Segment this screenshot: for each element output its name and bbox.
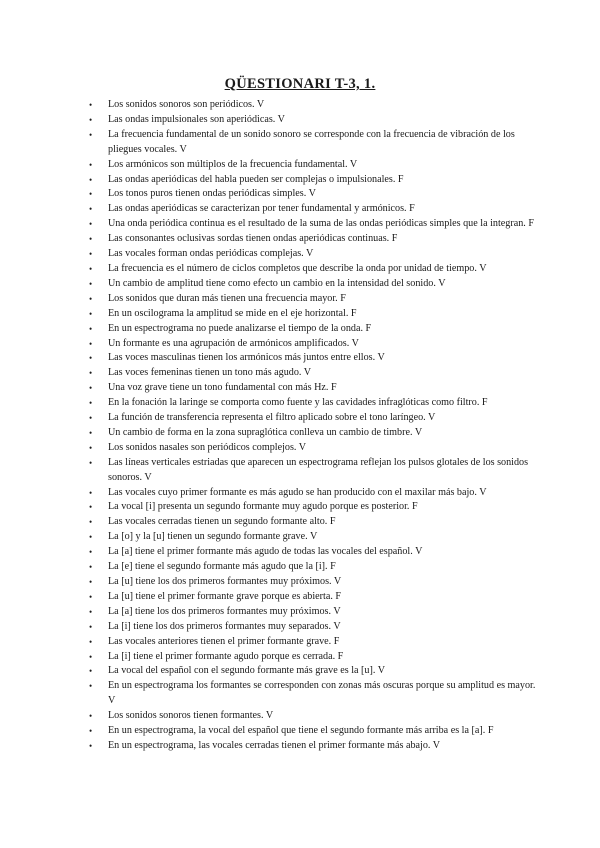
list-item-text: Las vocales cuyo primer formante es más agudo se han producido con el maxilar más bajo. V xyxy=(108,486,487,498)
list-item-text: La vocal del español con el segundo formante más grave es la [u]. V xyxy=(108,665,386,677)
bullet-icon: • xyxy=(89,353,93,364)
bullet-icon: • xyxy=(89,711,93,722)
list-item xyxy=(89,679,538,709)
bullet-icon: • xyxy=(89,338,93,349)
list-item-text: Las ondas aperiódicas se caracterizan por tener fundamental y armónicos. F xyxy=(108,203,415,215)
list-item xyxy=(89,426,538,441)
list-item-text: La [o] y la [u] tienen un segundo formante grave. V xyxy=(108,531,318,543)
list-item xyxy=(89,128,538,158)
list-item-text: Los sonidos sonoros tienen formantes. V xyxy=(108,710,274,722)
list-item xyxy=(89,739,538,754)
list-item xyxy=(89,292,538,307)
list-item xyxy=(89,605,538,620)
list-item-text: La [a] tiene los dos primeros formantes muy próximos. V xyxy=(108,605,341,617)
list-item xyxy=(89,158,538,173)
bullet-icon: • xyxy=(89,308,93,319)
list-item xyxy=(89,486,538,501)
bullet-icon: • xyxy=(89,219,93,230)
page-title: QÜESTIONARI T-3, 1. xyxy=(224,76,376,92)
list-item xyxy=(89,575,538,590)
list-item xyxy=(89,98,538,113)
list-item xyxy=(89,217,538,232)
list-item xyxy=(89,515,538,530)
bullet-icon: • xyxy=(89,532,93,543)
bullet-icon: • xyxy=(89,114,93,125)
list-item-text: Las vocales anteriores tienen el primer formante grave. F xyxy=(108,635,340,647)
bullet-icon: • xyxy=(89,577,93,587)
list-item xyxy=(89,351,538,366)
list-item xyxy=(89,262,538,277)
list-item-text: Un cambio de amplitud tiene como efecto un cambio en la intensidad del sonido. V xyxy=(108,277,446,289)
bullet-icon: • xyxy=(89,427,93,438)
bullet-icon: • xyxy=(89,591,93,602)
list-item-text: La [i] tiene el primer formante agudo porque es cerrada. F xyxy=(108,650,344,662)
bullet-icon: • xyxy=(89,100,93,110)
list-item xyxy=(89,709,538,724)
list-item-text: En un oscilograma la amplitud se mide en el eje horizontal. F xyxy=(108,307,357,319)
list-item xyxy=(89,247,538,262)
list-item-text: Las ondas impulsionales son aperiódicas. V xyxy=(108,113,285,125)
bullet-icon: • xyxy=(89,249,93,260)
list-item xyxy=(89,456,538,486)
bullet-icon: • xyxy=(89,740,93,751)
list-item-text: En un espectrograma los formantes se corresponden con zonas más oscuras porque su amplitud es mayor. V xyxy=(108,680,536,707)
list-item-text: Las voces femeninas tienen un tono más agudo. V xyxy=(108,367,312,379)
list-item xyxy=(89,396,538,411)
list-item-text: La [u] tiene el primer formante grave porque es abierta. F xyxy=(108,590,342,602)
bullet-icon: • xyxy=(89,487,93,498)
bullet-icon: • xyxy=(89,368,93,379)
list-item xyxy=(89,664,538,679)
list-item-text: Una voz grave tiene un tono fundamental con más Hz. F xyxy=(108,382,337,394)
list-item xyxy=(89,307,538,322)
list-item xyxy=(89,560,538,575)
list-item xyxy=(89,411,538,426)
bullet-icon: • xyxy=(89,263,93,274)
list-item xyxy=(89,232,538,247)
list-item-text: En un espectrograma, las vocales cerradas tienen el primer formante más abajo. V xyxy=(108,739,441,751)
bullet-icon: • xyxy=(89,621,93,632)
list-item xyxy=(89,173,538,188)
list-item-text: Las vocales cerradas tienen un segundo formante alto. F xyxy=(108,516,336,528)
list-item xyxy=(89,545,538,560)
list-item-text: En la fonación la laringe se comporta como fuente y las cavidades infraglóticas como filtro. F xyxy=(108,397,488,409)
list-item xyxy=(89,202,538,217)
list-item-text: La [e] tiene el segundo formante más agudo que la [i]. F xyxy=(108,561,336,573)
list-item xyxy=(89,366,538,381)
bullet-icon: • xyxy=(89,636,93,647)
bullet-icon: • xyxy=(89,174,93,185)
list-item-text: La [i] tiene los dos primeros formantes muy separados. V xyxy=(108,620,341,632)
list-item-text: Las consonantes oclusivas sordas tienen ondas aperiódicas continuas. F xyxy=(108,233,398,245)
list-item-text: La [u] tiene los dos primeros formantes muy próximos. V xyxy=(108,576,342,587)
bullet-icon: • xyxy=(89,159,93,170)
bullet-icon: • xyxy=(89,666,93,677)
bullet-icon: • xyxy=(89,547,93,558)
list-item xyxy=(89,530,538,545)
list-item-text: Los sonidos sonoros son periódicos. V xyxy=(108,99,265,110)
list-item xyxy=(89,337,538,352)
bullet-icon: • xyxy=(89,413,93,424)
list-item-text: La función de transferencia representa el filtro aplicado sobre el tono laríngeo. V xyxy=(108,412,436,424)
list-item-text: Las líneas verticales estriadas que aparecen un espectrograma reflejan los pulsos glotales de los sonidos sonoros. V xyxy=(108,456,529,483)
bullet-icon: • xyxy=(89,651,93,662)
list-item-text: En un espectrograma, la vocal del español que tiene el segundo formante más arriba es la [a]. F xyxy=(108,725,494,737)
bullet-icon: • xyxy=(89,606,93,617)
list-item-text: Un cambio de forma en la zona supraglótica conlleva un cambio de timbre. V xyxy=(108,426,423,438)
bullet-icon: • xyxy=(89,234,93,245)
bullet-icon: • xyxy=(89,502,93,513)
bullet-icon: • xyxy=(89,129,93,140)
list-item xyxy=(89,590,538,605)
list-item-text: Un formante es una agrupación de armónicos amplificados. V xyxy=(108,337,359,349)
bullet-icon: • xyxy=(89,562,93,573)
bullet-icon: • xyxy=(89,204,93,215)
bullet-icon: • xyxy=(89,323,93,334)
list-item-text: La [a] tiene el primer formante más agudo de todas las vocales del español. V xyxy=(108,546,423,558)
list-item xyxy=(89,277,538,292)
bullet-icon: • xyxy=(89,383,93,394)
list-item xyxy=(89,620,538,635)
list-item xyxy=(89,381,538,396)
bullet-icon: • xyxy=(89,681,93,692)
list-item-text: Los tonos puros tienen ondas periódicas simples. V xyxy=(108,188,316,200)
bullet-icon: • xyxy=(89,726,93,737)
bullet-icon: • xyxy=(89,442,93,453)
list-item-text: Los armónicos son múltiplos de la frecuencia fundamental. V xyxy=(108,158,358,170)
bullet-icon: • xyxy=(89,293,93,304)
list-item-text: Una onda periódica continua es el resultado de la suma de las ondas periódicas simples que la integran. F xyxy=(108,218,534,230)
list-item-text: La frecuencia fundamental de un sonido sonoro se corresponde con la frecuencia de vibración de los pliegues vocales. V xyxy=(108,128,515,155)
list-item-text: Los sonidos que duran más tienen una frecuencia mayor. F xyxy=(108,292,346,304)
question-list xyxy=(89,98,538,754)
list-item-text: La vocal [i] presenta un segundo formante muy agudo porque es posterior. F xyxy=(108,501,418,513)
list-item xyxy=(89,724,538,739)
list-item-text: Las voces masculinas tienen los armónicos más juntos entre ellos. V xyxy=(108,352,385,364)
list-item-text: Los sonidos nasales son periódicos complejos. V xyxy=(108,441,307,453)
list-item-text: Las ondas aperiódicas del habla pueden ser complejas o impulsionales. F xyxy=(108,173,404,185)
bullet-icon: • xyxy=(89,398,93,409)
list-item xyxy=(89,441,538,456)
bullet-icon: • xyxy=(89,278,93,289)
list-item xyxy=(89,187,538,202)
list-item-text: La frecuencia es el número de ciclos completos que describe la onda por unidad de tiempo. V xyxy=(108,262,487,274)
list-item xyxy=(89,650,538,665)
list-item-text: En un espectrograma no puede analizarse el tiempo de la onda. F xyxy=(108,322,372,334)
list-item xyxy=(89,635,538,650)
list-item xyxy=(89,500,538,515)
bullet-icon: • xyxy=(89,517,93,528)
list-item-text: Las vocales forman ondas periódicas complejas. V xyxy=(108,248,314,260)
bullet-icon: • xyxy=(89,457,93,468)
bullet-icon: • xyxy=(89,189,93,200)
list-item xyxy=(89,113,538,128)
list-item xyxy=(89,322,538,337)
